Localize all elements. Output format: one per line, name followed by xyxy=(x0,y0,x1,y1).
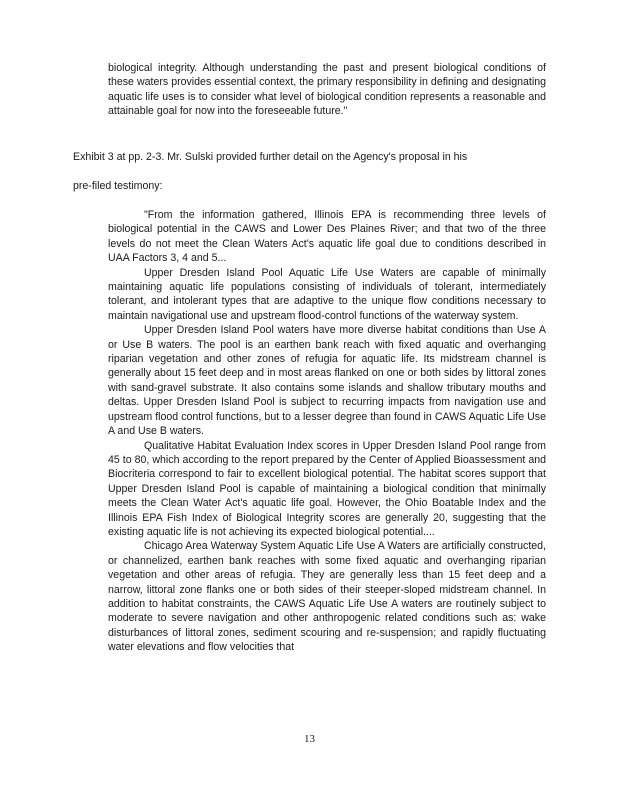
quote-paragraph: "From the information gathered, Illinois EPA is recommending three levels of biological potential in the CAWS and Lower Des Plaines River; and that two of the three levels do not meet the Clean Waters Act's aquatic life goal due to conditions described in UAA Factors 3, 4 and 5... xyxy=(108,209,546,265)
body-text-line: Exhibit 3 at pp. 2-3. Mr. Sulski provided further detail on the Agency's proposal in his xyxy=(73,151,468,163)
quote-paragraph: Upper Dresden Island Pool waters have more diverse habitat conditions than Use A or Use B waters. The pool is an earthen bank reach with fixed aquatic and overhanging riparian vegetation and other zones of refugia for aquatic life. Its midstream channel is generally about 15 feet deep and in most areas flanked on one or both sides by littoral zones with sand-gravel substrate. It also contains some islands and shallow tributary mouths and deltas. Upper Dresden Island Pool is subject to recurring impacts from navigation use and upstream flood control functions, but to a lesser degree than found in CAWS Aquatic Life Use A and Use B waters. xyxy=(108,324,546,438)
quote-paragraph: Chicago Area Waterway System Aquatic Life Use A Waters are artificially constructed, or channelized, earthen bank reaches with some fixed aquatic and overhanging riparian vegetation and other areas of refugia. They are generally less than 15 feet deep and a narrow, littoral zone flanks one or both sides of their steeper-sloped midstream channel. In addition to habitat constraints, the CAWS Aquatic Life Use A waters are routinely subject to moderate to severe navigation and other anthropogenic related conditions such as: wake disturbances of littoral zones, sediment scouring and re-suspension; and rapidly fluctuating water elevations and flow velocities that xyxy=(108,540,546,654)
testimony-quote xyxy=(108,208,546,655)
quote-paragraph: Qualitative Habitat Evaluation Index scores in Upper Dresden Island Pool range from 45 to 80, which according to the report prepared by the Center of Applied Bioassessment and Biocriteria correspond to fair to excellent biological potential. The habitat scores support that Upper Dresden Island Pool is capable of maintaining a biological condition that minimally meets the Clean Water Act's aquatic life goal. However, the Ohio Boatable Index and the Illinois EPA Fish Index of Biological Integrity scores are generally 20, suggesting that the existing aquatic life is not achieving its expected biological potential.... xyxy=(108,439,546,538)
quote-continuation: biological integrity. Although understanding the past and present biological conditions of these waters provides essential context, the primary responsibility in defining and designating aquatic life uses is to consider what level of biological condition represents a reasonable and attainable goal for now into the foreseeable future." xyxy=(108,62,546,118)
quote-paragraph: Upper Dresden Island Pool Aquatic Life Use Waters are capable of minimally maintaining aquatic life populations consisting of individuals of tolerant, intermediately tolerant, and intolerant types that are adaptive to the unique flow conditions necessary to maintain navigational use and upstream flood-control functions of the waterway system. xyxy=(108,266,546,322)
page-number: 13 xyxy=(304,733,315,745)
body-text-line: pre-filed testimony: xyxy=(73,180,163,192)
